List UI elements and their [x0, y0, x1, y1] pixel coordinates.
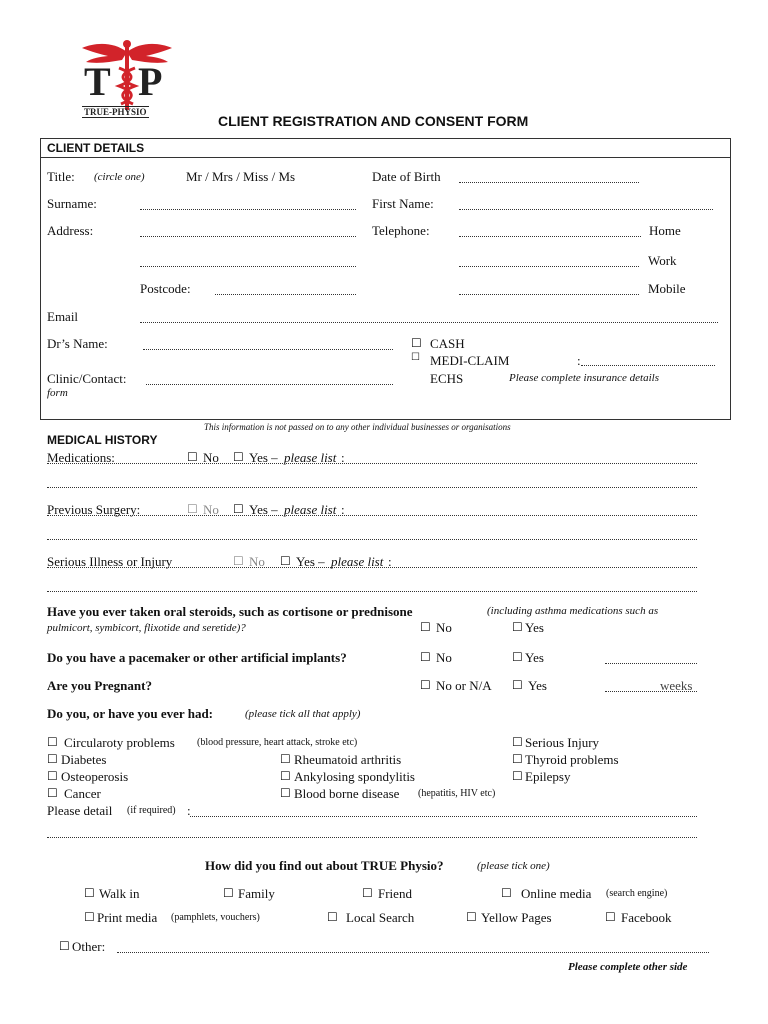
postcode-field[interactable]: [215, 294, 356, 295]
blood-borne-checkbox[interactable]: ☐: [280, 786, 291, 800]
surgery-label: Previous Surgery:: [47, 502, 141, 517]
mediclaim-label: MEDI-CLAIM: [430, 353, 510, 368]
email-field[interactable]: [140, 322, 718, 323]
detail-colon: :: [187, 803, 191, 818]
medical-history-heading: MEDICAL HISTORY: [47, 433, 158, 447]
illness-colon: :: [388, 554, 392, 569]
clinic-field[interactable]: [146, 384, 393, 385]
footer-note: Please complete other side: [568, 961, 688, 973]
dob-label: Date of Birth: [372, 169, 441, 184]
local-search-label: Local Search: [346, 910, 415, 925]
steroids-question: Have you ever taken oral steroids, such as cortisone or prednisone: [47, 604, 413, 619]
logo-letter-p: P: [138, 59, 163, 104]
work-phone-field[interactable]: [459, 266, 639, 267]
email-label: Email: [47, 309, 79, 324]
surgery-yes-label: Yes –: [249, 502, 278, 517]
title-hint: (circle one): [94, 171, 145, 183]
steroids-no-label: No: [436, 620, 452, 635]
client-details-heading: CLIENT DETAILS: [47, 141, 145, 155]
home-label: Home: [649, 223, 681, 238]
walk-in-label: Walk in: [99, 886, 140, 901]
page-title: CLIENT REGISTRATION AND CONSENT FORM: [218, 113, 529, 129]
pacemaker-yes-label: Yes: [525, 650, 544, 665]
echs-label: ECHS: [430, 371, 464, 386]
serious-injury-checkbox[interactable]: ☐: [512, 735, 523, 749]
circulatory-note: (blood pressure, heart attack, stroke etc): [197, 737, 358, 748]
pregnant-yes-checkbox[interactable]: ☐: [512, 678, 523, 692]
other-field[interactable]: [117, 952, 709, 953]
print-media-note: (pamphlets, vouchers): [171, 912, 260, 923]
surgery-please-list: please list: [284, 502, 337, 517]
detail-note: (if required): [127, 805, 176, 816]
epilepsy-label: Epilepsy: [525, 769, 571, 784]
pregnant-no-label: No or N/A: [436, 678, 492, 693]
online-media-checkbox[interactable]: ☐: [501, 886, 512, 900]
pregnant-yes-label: Yes: [528, 678, 547, 693]
online-media-note: (search engine): [606, 888, 668, 899]
osteoporosis-checkbox[interactable]: ☐: [47, 769, 58, 783]
illness-field-2[interactable]: [47, 591, 697, 592]
medications-label: Medications:: [47, 450, 115, 465]
ankylosing-checkbox[interactable]: ☐: [280, 769, 291, 783]
illness-no-label: No: [249, 554, 265, 569]
work-label: Work: [648, 253, 677, 268]
yellow-pages-checkbox[interactable]: ☐: [466, 910, 477, 924]
epilepsy-checkbox[interactable]: ☐: [512, 769, 523, 783]
print-media-label: Print media: [97, 910, 158, 925]
detail-field-2[interactable]: [47, 837, 697, 838]
friend-checkbox[interactable]: ☐: [362, 886, 373, 900]
pacemaker-no-label: No: [436, 650, 452, 665]
mediclaim-checkbox[interactable]: ☐: [411, 352, 420, 363]
title-options[interactable]: Mr / Mrs / Miss / Ms: [186, 169, 296, 184]
home-phone-field[interactable]: [459, 236, 641, 237]
medications-field-1[interactable]: [47, 463, 697, 464]
steroids-note-2: pulmicort, symbicort, flixotide and seretide)?: [47, 622, 246, 634]
pacemaker-no-checkbox[interactable]: ☐: [420, 650, 431, 664]
address-label: Address:: [47, 223, 94, 238]
rheumatoid-label: Rheumatoid arthritis: [294, 752, 402, 767]
print-media-checkbox[interactable]: ☐: [84, 910, 95, 924]
logo-letter-t: T: [84, 59, 111, 104]
steroids-yes-label: Yes: [525, 620, 544, 635]
detail-label: Please detail: [47, 803, 113, 818]
serious-injury-label: Serious Injury: [525, 735, 600, 750]
steroids-note-1: (including asthma medications such as: [487, 605, 659, 617]
referral-question: How did you find out about TRUE Physio?: [205, 858, 444, 873]
mediclaim-field[interactable]: [581, 365, 715, 366]
logo: [78, 38, 176, 120]
pacemaker-question: Do you have a pacemaker or other artificial implants?: [47, 650, 347, 665]
medications-yes-label: Yes –: [249, 450, 278, 465]
postcode-label: Postcode:: [140, 281, 191, 296]
ankylosing-label: Ankylosing spondylitis: [294, 769, 415, 784]
mobile-label: Mobile: [648, 281, 686, 296]
address-field-2[interactable]: [140, 266, 356, 267]
pacemaker-detail-field[interactable]: [605, 663, 697, 664]
surname-label: Surname:: [47, 196, 97, 211]
illness-yes-checkbox[interactable]: ☐: [280, 554, 291, 568]
illness-label: Serious Illness or Injury: [47, 554, 173, 569]
form-label: form: [47, 387, 68, 399]
steroids-yes-checkbox[interactable]: ☐: [512, 620, 523, 634]
insurance-note: Please complete insurance details: [509, 372, 659, 384]
thyroid-label: Thyroid problems: [525, 752, 619, 767]
medications-yes-checkbox[interactable]: ☐: [233, 450, 244, 464]
medications-no-label: No: [203, 450, 219, 465]
address-field-1[interactable]: [140, 236, 356, 237]
mediclaim-colon: :: [577, 353, 581, 368]
illness-please-list: please list: [331, 554, 384, 569]
ever-had-note: (please tick all that apply): [245, 708, 361, 720]
telephone-label: Telephone:: [372, 223, 430, 238]
facebook-checkbox[interactable]: ☐: [605, 910, 616, 924]
pacemaker-yes-checkbox[interactable]: ☐: [512, 650, 523, 664]
dob-field[interactable]: [459, 182, 639, 183]
diabetes-label: Diabetes: [61, 752, 107, 767]
cash-checkbox[interactable]: ☐: [411, 336, 422, 350]
surgery-yes-checkbox[interactable]: ☐: [233, 502, 244, 516]
family-label: Family: [238, 886, 275, 901]
surgery-field-2[interactable]: [47, 539, 697, 540]
illness-field-1[interactable]: [47, 567, 697, 568]
steroids-no-checkbox[interactable]: ☐: [420, 620, 431, 634]
yellow-pages-label: Yellow Pages: [481, 910, 552, 925]
dr-name-label: Dr’s Name:: [47, 336, 108, 351]
surgery-no-label: No: [203, 502, 219, 517]
first-name-field[interactable]: [459, 209, 713, 210]
medications-no-checkbox[interactable]: ☐: [187, 450, 198, 464]
surname-field[interactable]: [140, 209, 356, 210]
illness-no-checkbox[interactable]: ☐: [233, 554, 244, 568]
walk-in-checkbox[interactable]: ☐: [84, 886, 95, 900]
blood-borne-note: (hepatitis, HIV etc): [418, 788, 496, 799]
cancer-label: Cancer: [64, 786, 101, 801]
pregnant-question: Are you Pregnant?: [47, 678, 152, 693]
facebook-label: Facebook: [621, 910, 672, 925]
medications-field-2[interactable]: [47, 487, 697, 488]
clinic-label: Clinic/Contact:: [47, 371, 127, 386]
medications-colon: :: [341, 450, 345, 465]
local-search-checkbox[interactable]: ☐: [327, 910, 338, 924]
rheumatoid-checkbox[interactable]: ☐: [280, 752, 291, 766]
thyroid-checkbox[interactable]: ☐: [512, 752, 523, 766]
referral-note: (please tick one): [477, 860, 550, 872]
diabetes-checkbox[interactable]: ☐: [47, 752, 58, 766]
other-label: Other:: [72, 939, 106, 954]
logo-caption: TRUE-PHYSIO: [84, 107, 147, 117]
friend-label: Friend: [378, 886, 412, 901]
surgery-colon: :: [341, 502, 345, 517]
other-checkbox[interactable]: ☐: [59, 939, 70, 953]
family-checkbox[interactable]: ☐: [223, 886, 234, 900]
first-name-label: First Name:: [372, 196, 434, 211]
cancer-checkbox[interactable]: ☐: [47, 786, 58, 800]
title-label: Title:: [47, 169, 75, 184]
circulatory-checkbox[interactable]: ☐: [47, 735, 58, 749]
detail-field-1[interactable]: [190, 816, 697, 817]
medications-please-list: please list: [284, 450, 337, 465]
mobile-phone-field[interactable]: [459, 294, 639, 295]
cash-label: CASH: [430, 336, 465, 351]
circulatory-label: Circularoty problems: [64, 735, 175, 750]
weeks-label: weeks: [660, 678, 693, 693]
dr-name-field[interactable]: [143, 349, 393, 350]
pregnant-no-checkbox[interactable]: ☐: [420, 678, 431, 692]
surgery-field-1[interactable]: [47, 515, 697, 516]
ever-had-question: Do you, or have you ever had:: [47, 706, 213, 721]
privacy-note: This information is not passed on to any other individual businesses or organisations: [204, 422, 511, 432]
blood-borne-label: Blood borne disease: [294, 786, 400, 801]
illness-yes-label: Yes –: [296, 554, 325, 569]
osteoporosis-label: Osteoperosis: [61, 769, 129, 784]
online-media-label: Online media: [521, 886, 592, 901]
surgery-no-checkbox[interactable]: ☐: [187, 502, 198, 516]
